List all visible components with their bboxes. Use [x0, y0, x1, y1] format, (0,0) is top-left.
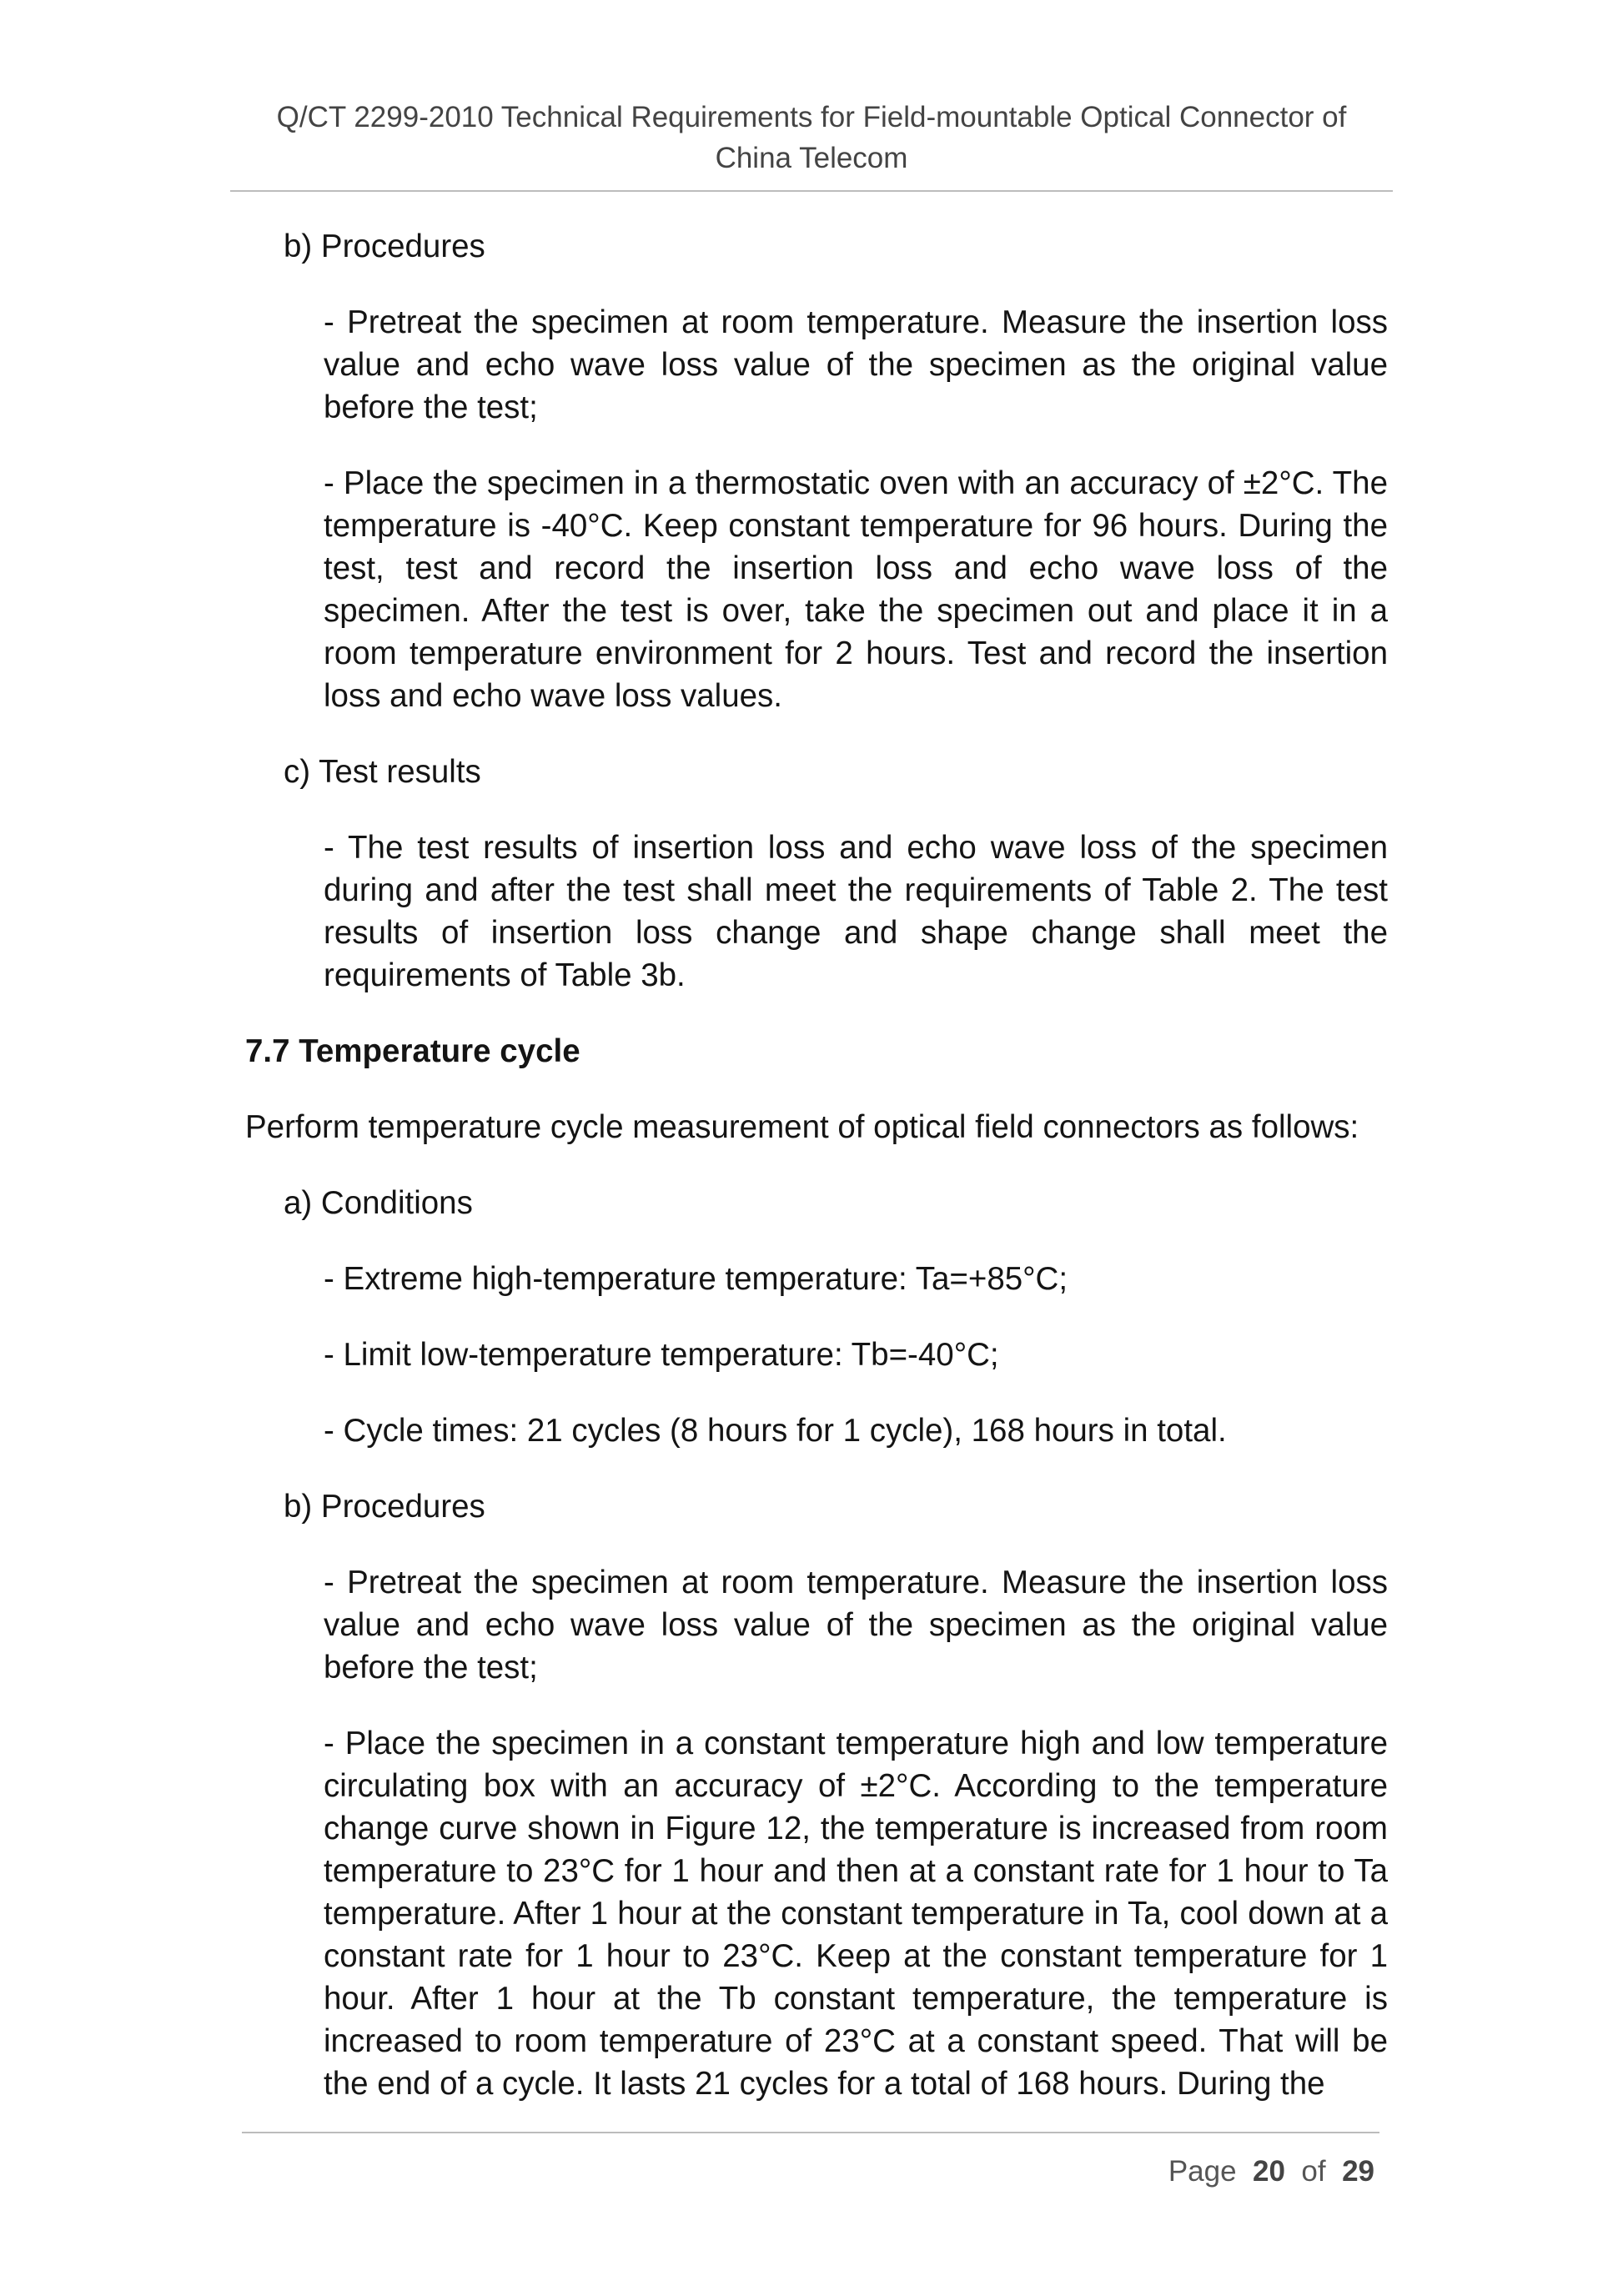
page-footer [1084, 2153, 1374, 2190]
of-word: of [1301, 2155, 1326, 2188]
section-heading: 7.7 Temperature cycle [245, 1033, 580, 1069]
page-header [229, 97, 1394, 178]
header-divider [230, 190, 1393, 192]
page-total: 29 [1342, 2155, 1374, 2188]
procedure-step-thermostatic-oven: - Place the specimen in a thermostatic oven with an accuracy of ±2°C. The temperature is -40°C. Keep constant temperature for 96 hours. During the test, test and record the insertion loss and echo wave loss of the specimen. After the test is over, take the specimen out and place it in a room temperature environment for 2 hours. Test and record the insertion loss and echo wave loss values. [324, 465, 1388, 714]
header-title-line1: Q/CT 2299-2010 Technical Requirements for Field-mountable Optical Connector of [276, 101, 1347, 133]
document-body [245, 225, 1388, 2105]
procedure-step-pretreat: - Pretreat the specimen at room temperature. Measure the insertion loss value and echo wave loss value of the specimen as the original value before the test; [324, 304, 1388, 425]
page-word: Page [1168, 2155, 1237, 2188]
condition-high-temp: - Extreme high-temperature temperature: Ta=+85°C; [324, 1261, 1068, 1297]
condition-low-temp: - Limit low-temperature temperature: Tb=-40°C; [324, 1337, 999, 1373]
test-results-label: c) Test results [284, 754, 481, 790]
procedure-step-cycle-box: - Place the specimen in a constant temperature high and low temperature circulating box with an accuracy of ±2°C. According to the temperature change curve shown in Figure 12, the temperature is increased from room temperature to 23°C for 1 hour and then at a constant rate for 1 hour to Ta temperature. After 1 hour at the constant temperature in Ta, cool down at a constant rate for 1 hour to 23°C. Keep at the constant temperature for 1 hour. After 1 hour at the Tb constant temperature, the temperature is increased to room temperature of 23°C at a constant speed. That will be the end of a cycle. It lasts 21 cycles for a total of 168 hours. During the [324, 1726, 1388, 2102]
header-title-line2: China Telecom [715, 142, 908, 174]
section-intro: Perform temperature cycle measurement of optical field connectors as follows: [245, 1109, 1359, 1145]
conditions-label: a) Conditions [284, 1185, 473, 1221]
page-current: 20 [1253, 2155, 1285, 2188]
test-results-text: - The test results of insertion loss and echo wave loss of the specimen during and after the test shall meet the requirements of Table 2. The test results of insertion loss change and shape change shall meet the requirements of Table 3b. [324, 830, 1388, 993]
procedures-label-2: b) Procedures [284, 1489, 485, 1525]
footer-divider [242, 2132, 1379, 2133]
condition-cycle-times: - Cycle times: 21 cycles (8 hours for 1 cycle), 168 hours in total. [324, 1413, 1227, 1449]
procedures-label: b) Procedures [284, 229, 485, 264]
procedure-step-pretreat-2: - Pretreat the specimen at room temperature. Measure the insertion loss value and echo wave loss value of the specimen as the original value before the test; [324, 1565, 1388, 1686]
